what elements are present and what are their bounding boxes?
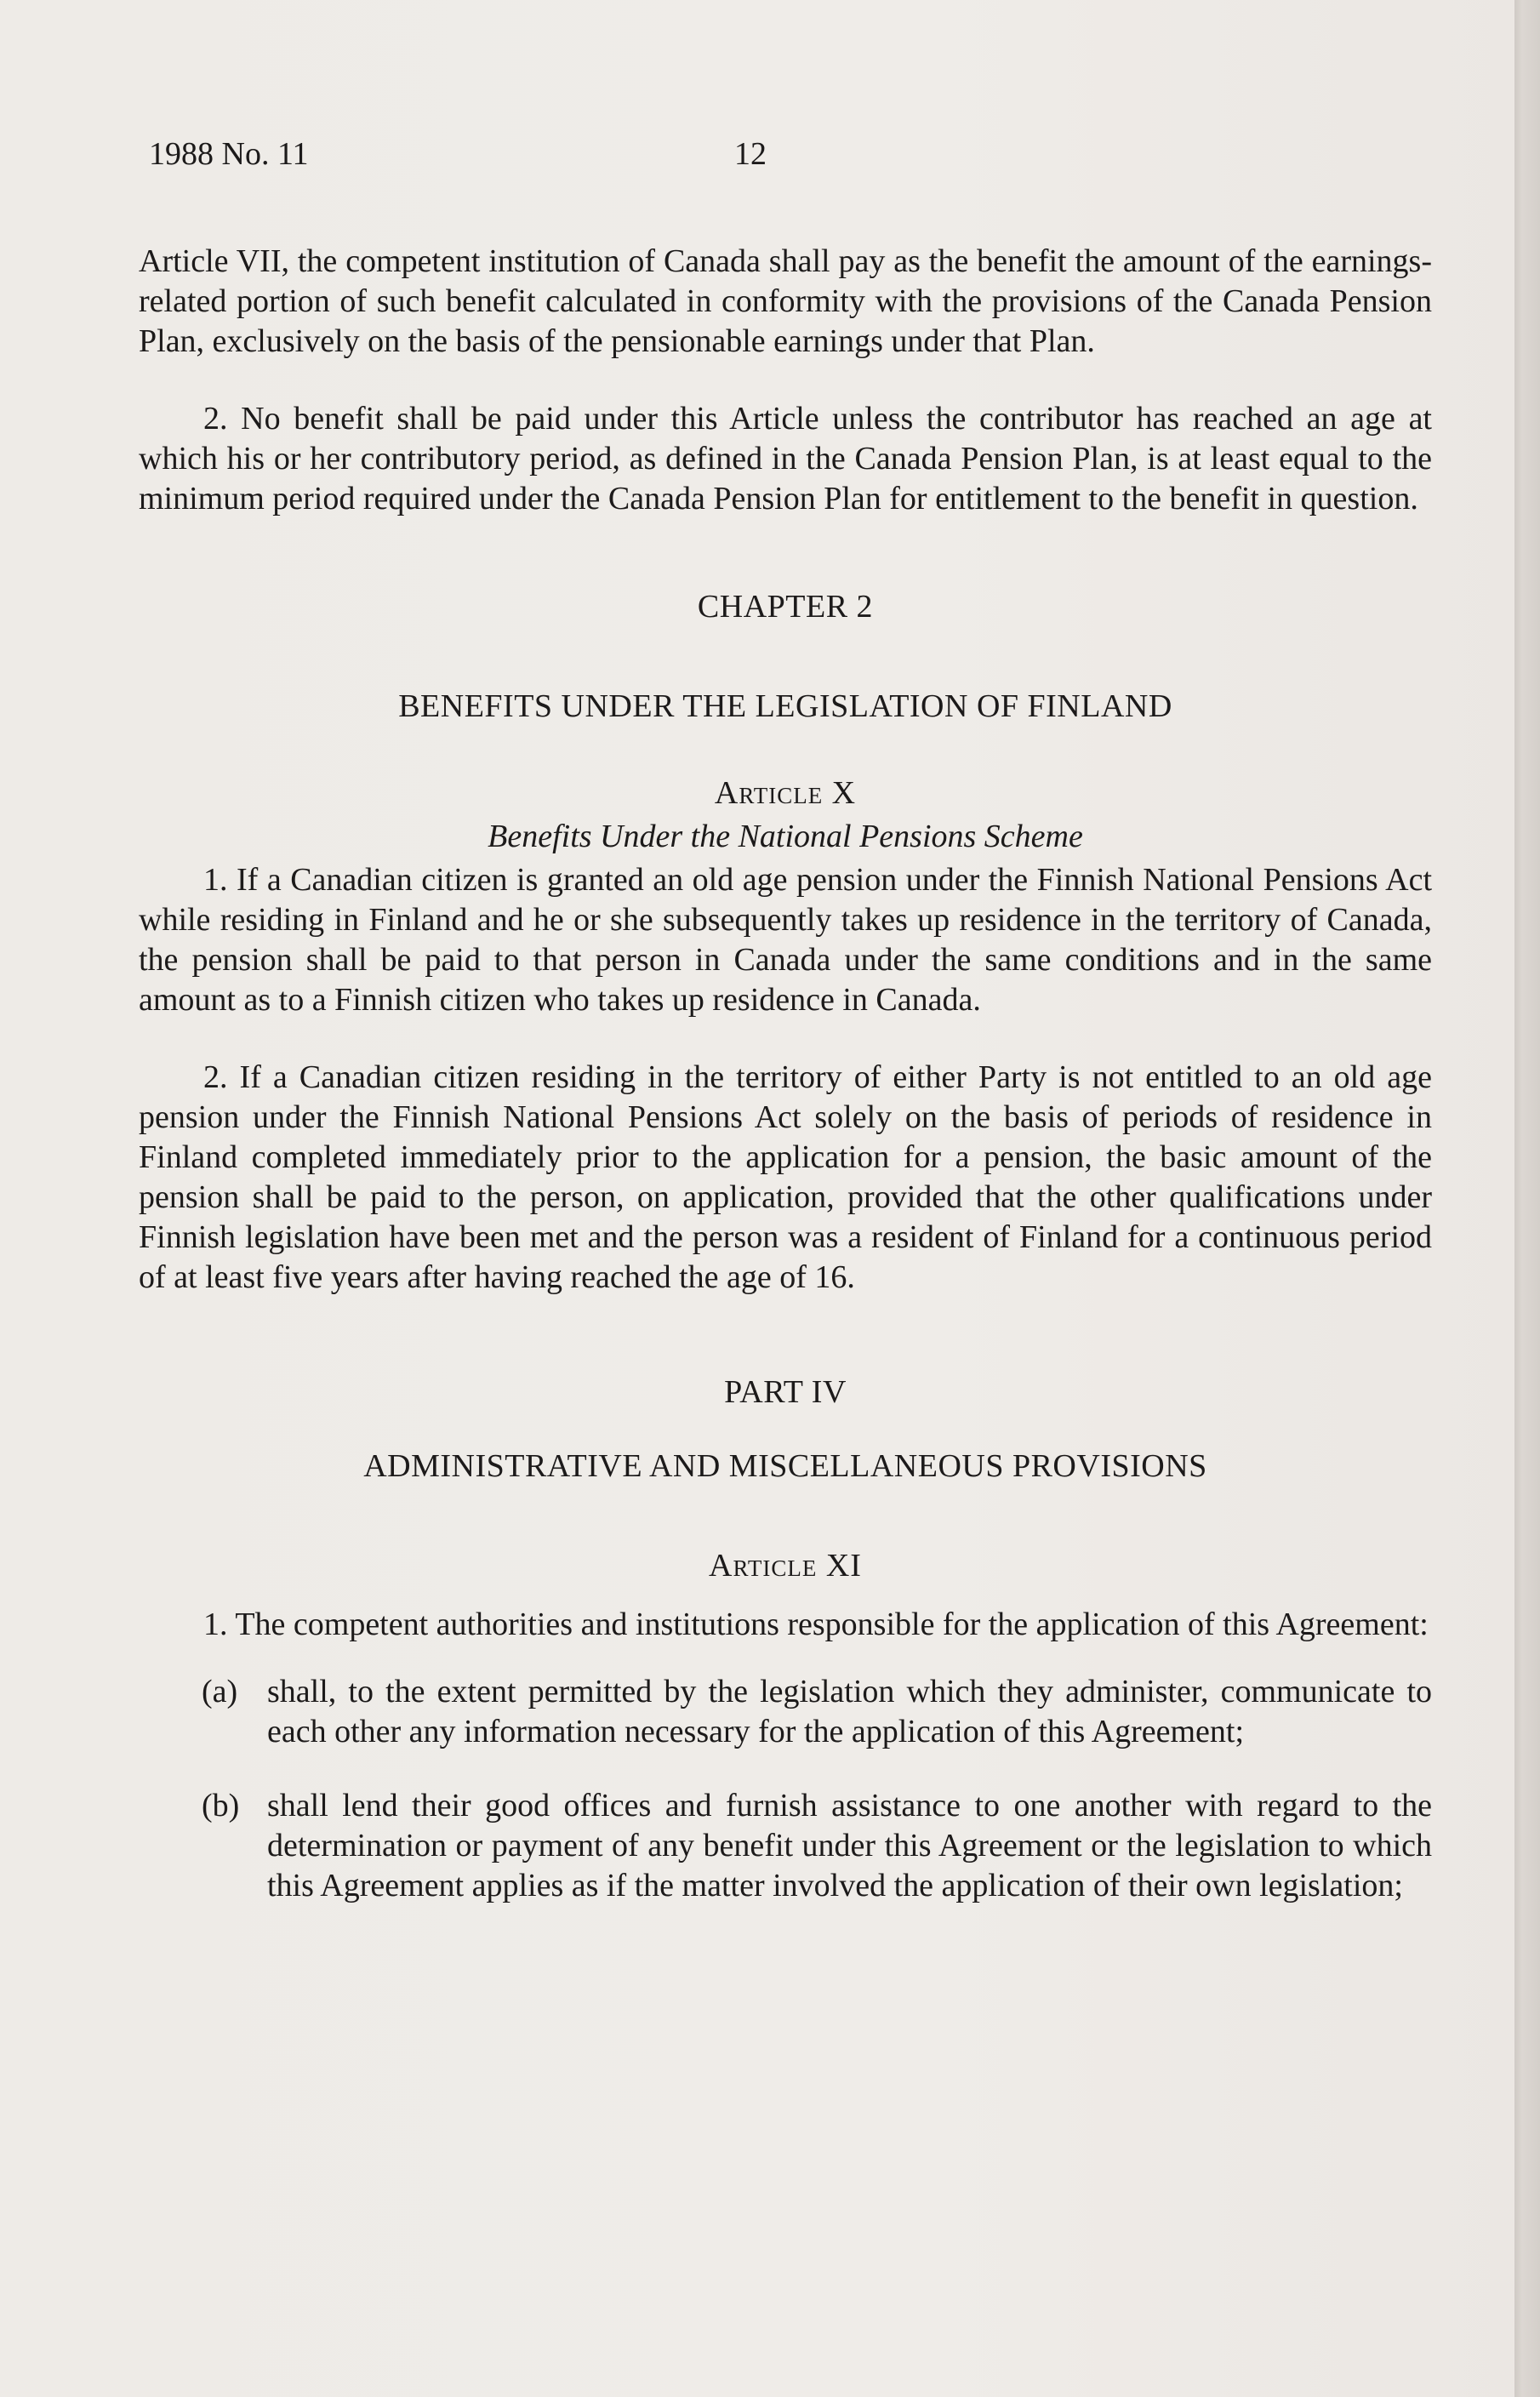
article-x-subtitle: Benefits Under the National Pensions Scheme [488,819,1083,854]
page-edge [1514,0,1540,2397]
article-ix-paragraph-2: 2. No benefit shall be paid under this Article unless the contributor has reached an age at which his or her contributory period, as defined in the Canada Pension Plan, is at least equal to the minimum period required under the Canada Pension Plan for entitlement to the benefit in question. [139,401,1432,516]
part-heading: PART IV [724,1374,847,1410]
article-x-heading: Article X [714,775,857,811]
part-subheading: ADMINISTRATIVE AND MISCELLANEOUS PROVISIONS [363,1448,1207,1484]
statute-citation: 1988 No. 11 [149,136,309,172]
list-item-a [139,1672,1432,1752]
list-item-text: shall lend their good offices and furnish assistance to one another with regard to the determination or payment of any benefit under this Agreement or the legislation to which this Agreement applies as if the matter involved the application of their own legislation; [267,1788,1432,1903]
chapter-heading: CHAPTER 2 [697,589,874,625]
page-header [139,134,1432,177]
page-body [139,242,1432,1906]
list-item-label: (b) [202,1788,240,1823]
article-xi-heading: Article XI [709,1548,862,1584]
list-item-text: shall, to the extent permitted by the legislation which they administer, communicate to each other any information necessary for the application of this Agreement; [267,1674,1432,1749]
article-x-paragraph-1: 1. If a Canadian citizen is granted an old age pension under the Finnish National Pensions Act while residing in Finland and he or she subsequently takes up residence in the territory of Canada, the pension shall be paid to that person in Canada under the same conditions and in the same amount as to a Finnish citizen who takes up residence in Canada. [139,862,1432,1018]
list-item-label: (a) [202,1674,238,1709]
article-x-paragraph-2: 2. If a Canadian citizen residing in the territory of either Party is not entitled to an old age pension under the Finnish National Pensions Act solely on the basis of periods of residence in Finland completed immediately prior to the application for a pension, the basic amount of the pension shall be paid to the person, on application, provided that the other qualifications under Finnish legislation have been met and the person was a resident of Finland for a continuous period of at least five years after having reached the age of 16. [139,1059,1432,1295]
article-xi-paragraph-1: 1. The competent authorities and institutions responsible for the application of this Agreement: [203,1607,1429,1642]
chapter-subheading: BENEFITS UNDER THE LEGISLATION OF FINLAND [398,688,1172,724]
continued-paragraph: Article VII, the competent institution of Canada shall pay as the benefit the amount of the earnings-related portion of such benefit calculated in conformity with the provisions of the Canada Pension Plan, exclusively on the basis of the pensionable earnings under that Plan. [139,243,1432,359]
page-number: 12 [734,136,767,172]
list-item-b [139,1786,1432,1906]
